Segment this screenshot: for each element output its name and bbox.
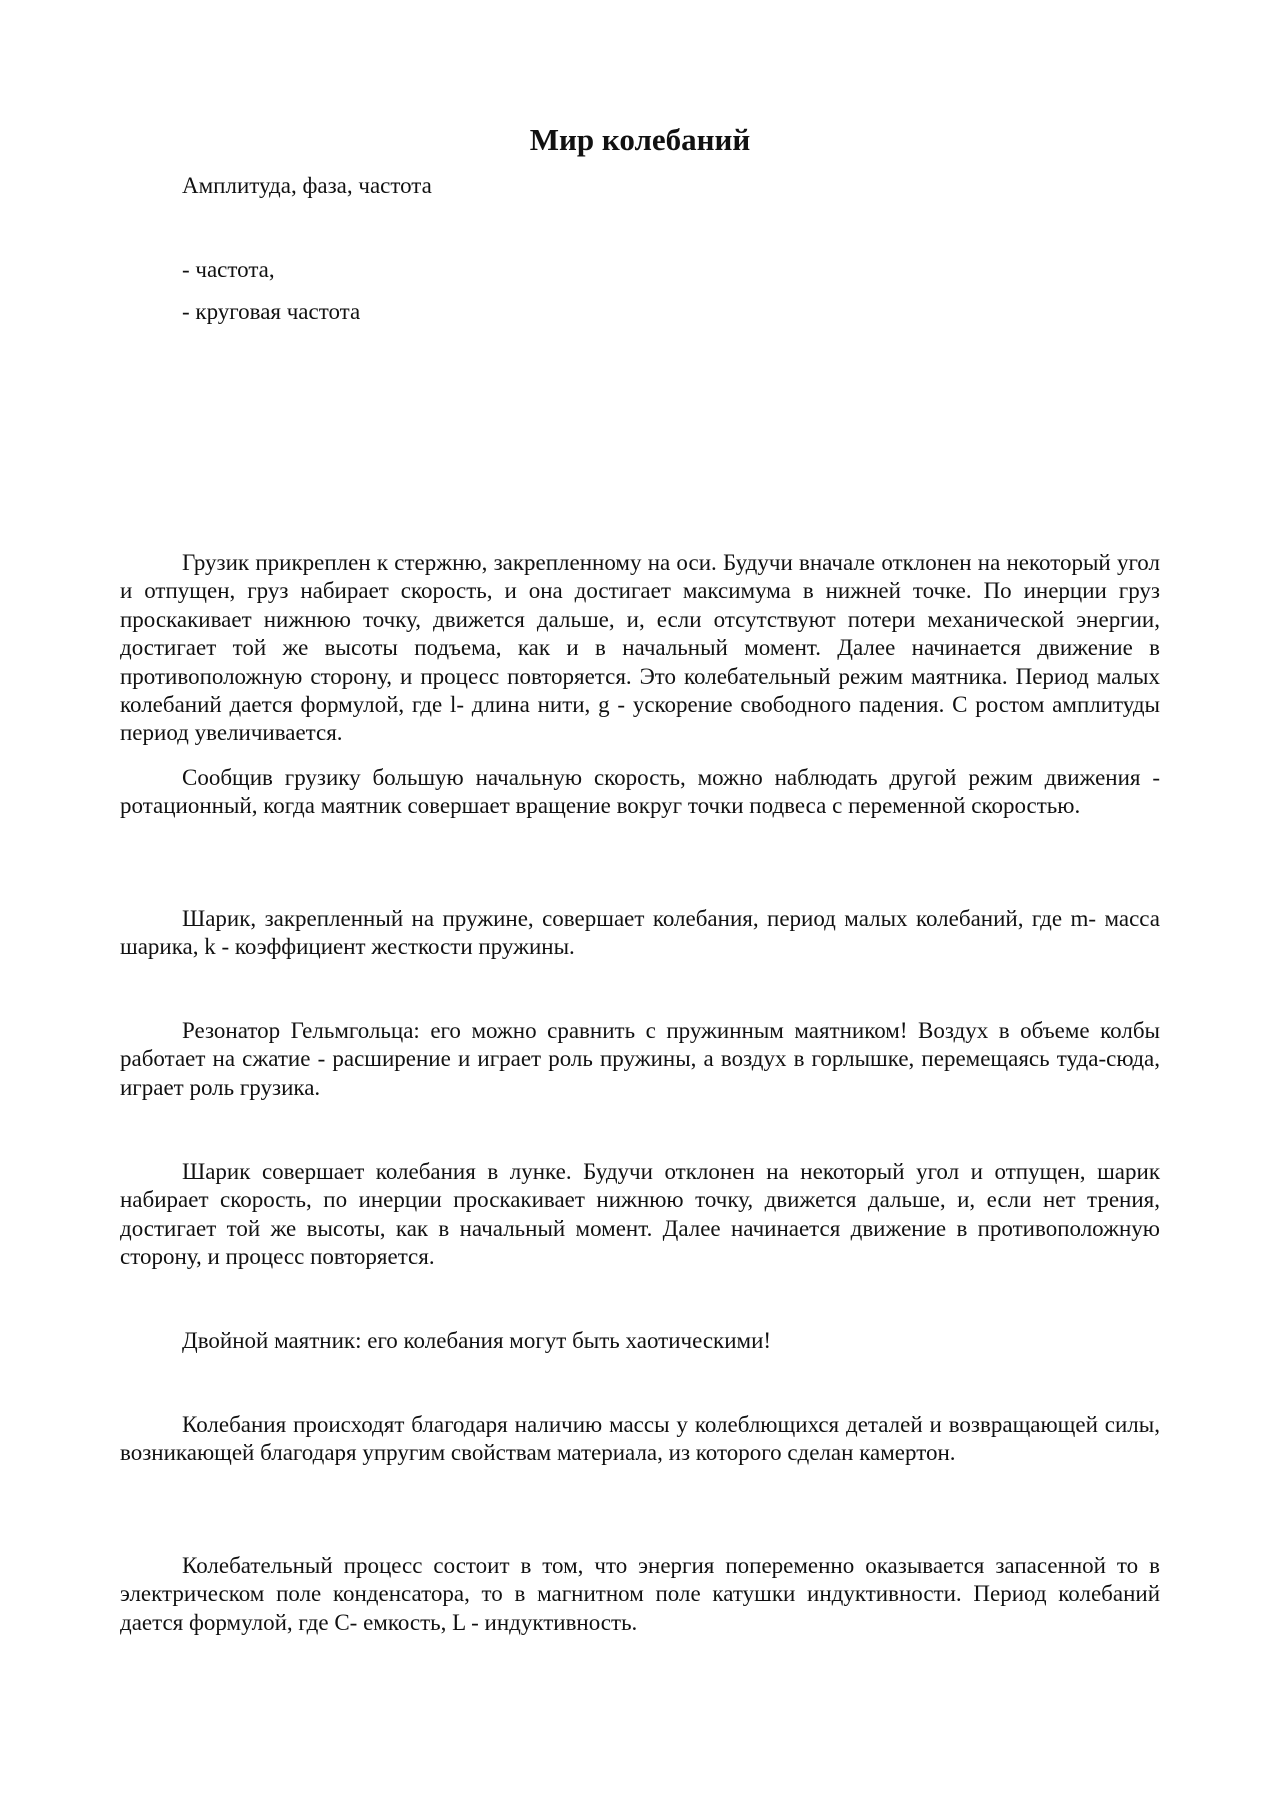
paragraph-pendulum: Грузик прикреплен к стержню, закрепленному на оси. Будучи вначале отклонен на некоторый угол и отпущен, груз набирает скорость, и она достигает максимума в нижней точке. По инерции груз проскакивает нижнюю точку, движется дальше, и, если отсутствуют потери механической энергии, достигает той же высоты подъема, как и в начальный момент. Далее начинается движение в противоположную сторону, и процесс повторяется. Это колебательный режим маятника. Период малых колебаний дается формулой, где l- длина нити, g - ускорение свободного падения. С ростом амплитуды период увеличивается. <box>120 550 1160 746</box>
paragraph-rotation: Сообщив грузику большую начальную скорость, можно наблюдать другой режим движения - ротационный, когда маятник совершает вращение вокруг точки подвеса с переменной скоростью. <box>120 765 1160 819</box>
list-item-frequency: - частота, <box>182 257 275 282</box>
paragraph-tuning-fork: Колебания происходят благодаря наличию массы у колеблющихся деталей и возвращающей силы, возникающей благодаря упругим свойствам материала, из которого сделан камертон. <box>120 1412 1160 1466</box>
paragraph-lc-circuit: Колебательный процесс состоит в том, что энергия попеременно оказывается запасенной то в электрическом поле конденсатора, то в магнитном поле катушки индуктивности. Период колебаний дается формулой, где С- емкость, L - индуктивность. <box>120 1553 1160 1635</box>
paragraph-ball-in-well: Шарик совершает колебания в лунке. Будучи отклонен на некоторый угол и отпущен, шарик набирает скорость, по инерции проскакивает нижнюю точку, движется дальше, и, если нет трения, достигает той же высоты, как в начальный момент. Далее начинается движение в противоположную сторону, и процесс повторяется. <box>120 1159 1160 1270</box>
paragraph-double-pendulum: Двойной маятник: его колебания могут быть хаотическими! <box>182 1328 772 1353</box>
document-subtitle: Амплитуда, фаза, частота <box>182 173 432 198</box>
paragraph-helmholtz: Резонатор Гельмгольца: его можно сравнить с пружинным маятником! Воздух в объеме колбы работает на сжатие - расширение и играет роль пружины, а воздух в горлышке, перемещаясь туда-сюда, играет роль грузика. <box>120 1018 1160 1100</box>
document-title: Мир колебаний <box>529 122 751 157</box>
paragraph-spring: Шарик, закрепленный на пружине, совершает колебания, период малых колебаний, где m- масса шарика, k - коэффициент жесткости пружины. <box>120 906 1160 960</box>
list-item-circular-frequency: - круговая частота <box>182 299 361 324</box>
